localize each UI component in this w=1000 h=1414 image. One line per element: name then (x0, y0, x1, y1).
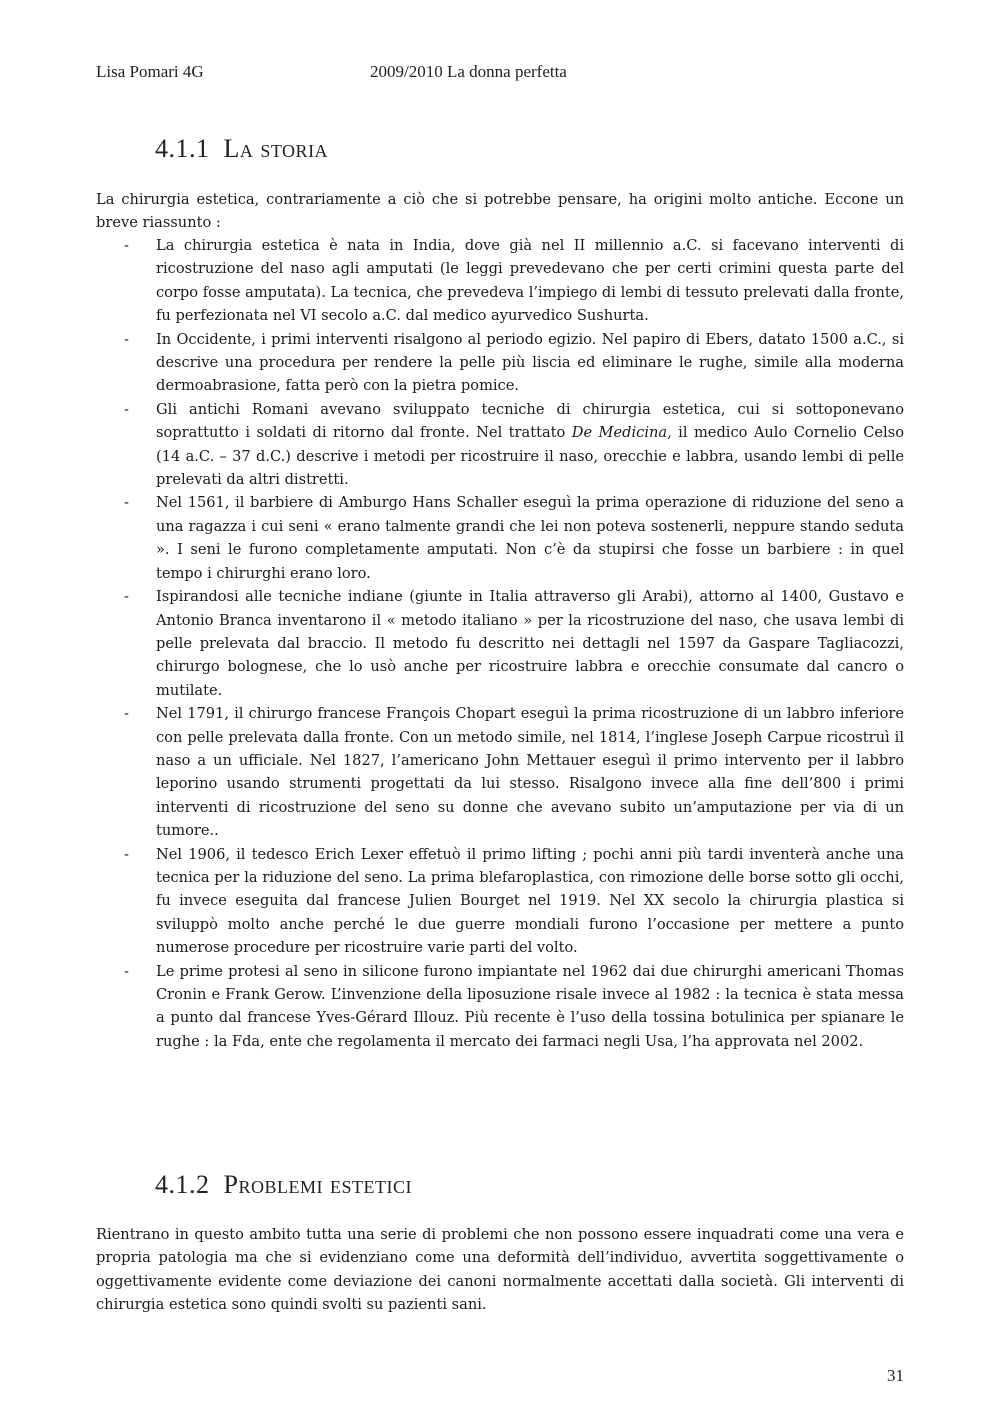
bullet-dash: - (124, 494, 129, 512)
page-header (96, 62, 916, 86)
list-item (96, 398, 904, 492)
bullet-dash: - (124, 237, 129, 254)
list-item-text: Le prime protesi al seno in silicone furono impiantate nel 1962 dai due chirurghi americani Thomas Cronin e Frank Gerow. L’invenzione della liposuzione risale invece al 1982 : la tecnica è stata messa a punto dal francese Yves-Gérard Illouz. Più recente è l’uso della tossina botulinica per spianare le rughe : la Fda, ente che regolamenta il mercato dei farmaci negli Usa, l’ha approvata nel 2002. (156, 962, 904, 1050)
history-list (96, 234, 904, 1053)
header-title: 2009/2010 La donna perfetta (370, 62, 567, 81)
list-item-text: In Occidente, i primi interventi risalgono al periodo egizio. Nel papiro di Ebers, datato 1500 a.C., si descrive una procedura per rendere la pelle più liscia ed eliminare le rughe, simile alla moderna dermoabrasione, fatta però con la pietra pomice. (156, 330, 904, 395)
bullet-dash: - (124, 330, 129, 348)
list-item-text-before: Gli antichi Romani avevano sviluppato tecniche di chirurgia estetica, cui si sottoponevano soprattutto i soldati di ritorno dal fronte. Nel trattato (156, 400, 904, 442)
section-number: 4.1.2 (155, 1170, 210, 1199)
list-item (96, 702, 904, 842)
section-title: Problemi estetici (223, 1170, 412, 1199)
list-item-text: Nel 1561, il barbiere di Amburgo Hans Schaller eseguì la prima operazione di riduzione del seno a una ragazza i cui seni « erano talmente grandi che lei non poteva sostenerli, neppure stando seduta ». I seni le furono completamente amputati. Non c’è da stupirsi che fosse un barbiere : in quel tempo i chirurghi erano loro. (156, 494, 904, 582)
list-item-text-after: il medico Aulo Cornelio Celso (14 a.C. – 37 d.C.) descrive i metodi per ricostruire il naso, orecchie e labbra, usando lembi di pelle prelevati da altri distretti. (156, 424, 904, 489)
list-item (96, 328, 904, 398)
bullet-dash: - (124, 705, 129, 723)
intro-paragraph: La chirurgia estetica, contrariamente a ciò che si potrebbe pensare, ha origini molto antiche. Eccone un breve riassunto : (96, 191, 904, 232)
bullet-dash: - (124, 962, 129, 980)
bullet-dash: - (124, 588, 129, 606)
header-author: Lisa Pomari 4G (96, 62, 204, 81)
list-item (96, 585, 904, 702)
problems-paragraph: Rientrano in questo ambito tutta una serie di problemi che non possono essere inquadrati come una vera e propria patologia ma che si evidenziano come una deformità dell’individuo, avvertita soggettivamente o oggettivamente evidente come deviazione dei canoni normalmente accettati dalla società. Gli interventi di chirurgia estetica sono quindi svolti su pazienti sani. (96, 1226, 904, 1314)
list-item-text: Nel 1906, il tedesco Erich Lexer effetuò il primo lifting ; pochi anni più tardi inventerà anche una tecnica per la riduzione del seno. La prima blefaroplastica, con rimozione delle borse sotto gli occhi, fu invece eseguita dal francese Julien Bourget nel 1919. Nel XX secolo la chirurgia plastica si sviluppò molto anche perché le due guerre mondiali furono l’occasione per mettere a punto numerose procedure per ricostruire varie parti del volto. (156, 845, 904, 957)
list-item-text: Ispirandosi alle tecniche indiane (giunte in Italia attraverso gli Arabi), attorno al 1400, Gustavo e Antonio Branca inventarono il « metodo italiano » per la ricostruzione del naso, che usava lembi di pelle prelevata dal braccio. Il metodo fu descritto nei dettagli nel 1597 da Gaspare Tagliacozzi, chirurgo bolognese, che lo usò anche per ricostruire labbra e orecchie consumate dal cancro o mutilate. (156, 588, 904, 699)
list-item-text: Nel 1791, il chirurgo francese François Chopart eseguì la prima ricostruzione di un labbro inferiore con pelle prelevata dalla fronte. Con un metodo simile, nel 1814, l’inglese Joseph Carpue ricostruì il naso a un ufficiale. Nel 1827, l’americano John Mettauer eseguì il primo intervento per il labbro leporino usando strumenti progettati da lui stesso. Risalgono invece alla fine dell’800 i primi interventi di ricostruzione del seno su donne che avevano subito un’amputazione per via di un tumore.. (156, 705, 904, 840)
bullet-dash: - (124, 400, 129, 418)
list-item (96, 234, 904, 328)
list-item (96, 491, 904, 585)
list-item-text: La chirurgia estetica è nata in India, dove già nel II millennio a.C. si facevano interventi di ricostruzione del naso agli amputati (le leggi prevedevano che per certi crimini questa parte del corpo fosse amputata). La tecnica, che prevedeva l’impiego di lembi di tessuto prelevati dalla fronte, fu perfezionata nel VI secolo a.C. dal medico ayurvedico Sushurta. (156, 237, 904, 325)
section-heading-problemi (155, 1170, 412, 1200)
page-number: 31 (887, 1366, 904, 1385)
list-item (96, 843, 904, 960)
list-item (96, 960, 904, 1054)
section-title: La storia (223, 134, 329, 163)
section-heading-storia (155, 134, 328, 164)
section-number: 4.1.1 (155, 134, 210, 163)
book-title: De Medicina, (571, 424, 672, 442)
bullet-dash: - (124, 845, 129, 863)
